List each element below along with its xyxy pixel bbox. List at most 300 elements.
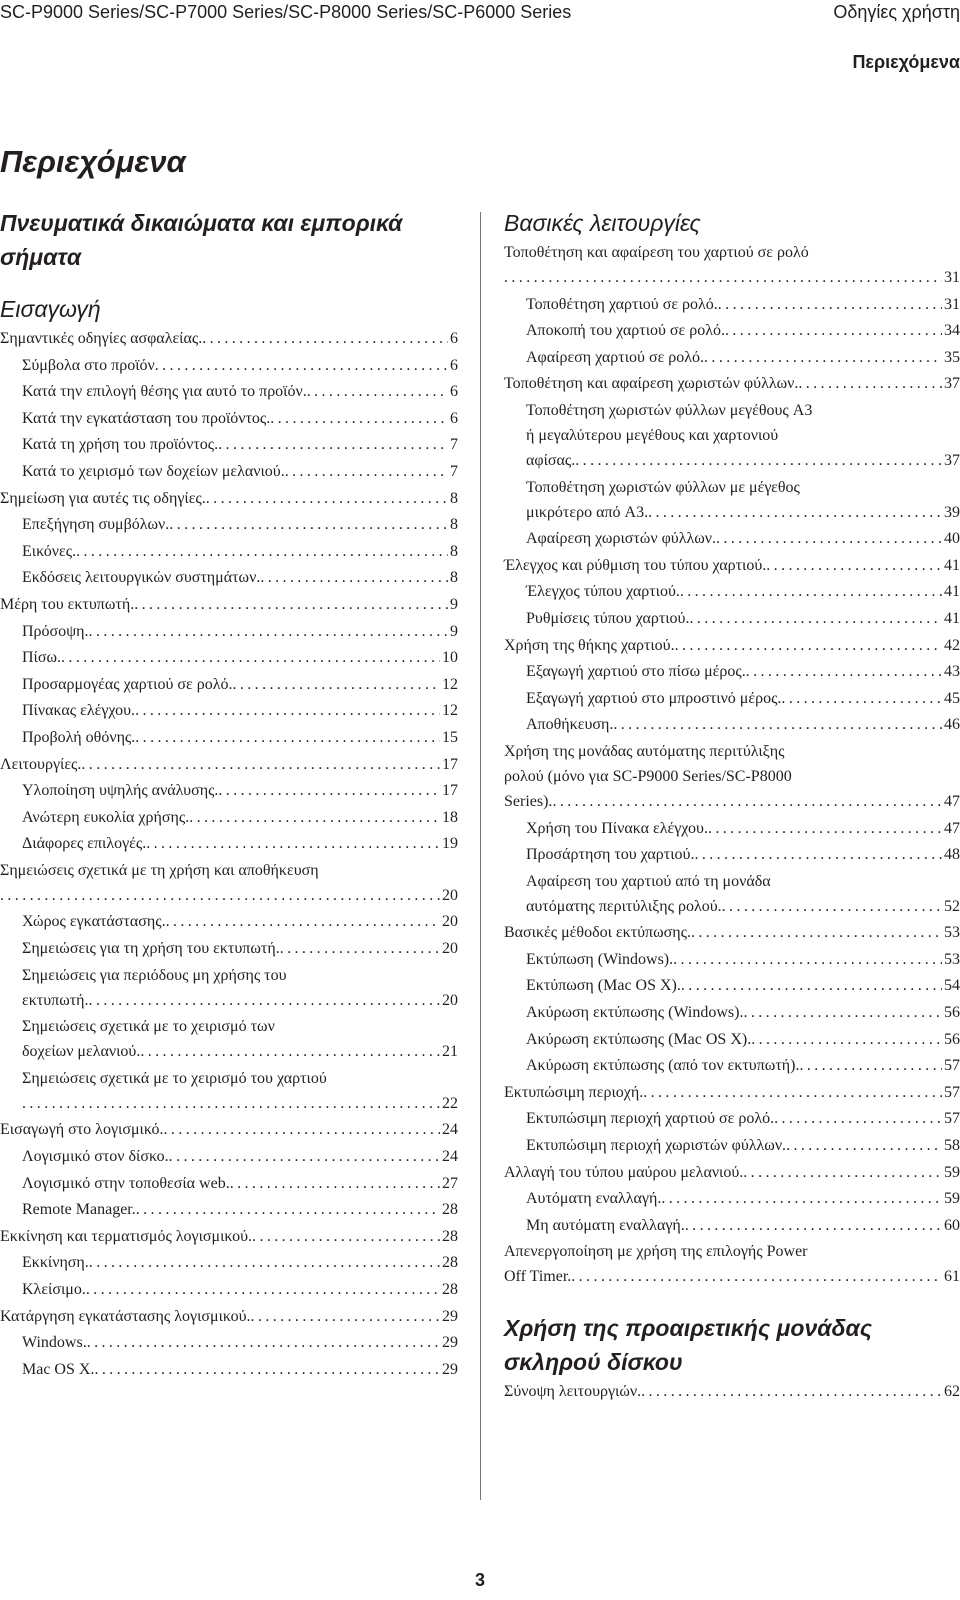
toc-entry-page: 35 (944, 348, 960, 366)
toc-leader-dots (169, 512, 448, 537)
toc-leader-dots (169, 1144, 440, 1169)
toc-entry-title: Έλεγχος και ρύθμιση του τύπου χαρτιού. (504, 556, 767, 574)
toc-leader-dots (164, 1117, 440, 1142)
toc-entry-title: Πρόσοψη. (22, 622, 89, 640)
toc-entry-title: Τοποθέτηση και αφαίρεση χωριστών φύλλων. (504, 375, 799, 393)
toc-leader-dots (552, 789, 942, 814)
toc-entry-page: 41 (944, 556, 960, 574)
toc-entry-title: Ανώτερη ευκολία χρήσης. (22, 808, 190, 826)
toc-entry-title: Εκδόσεις λειτουργικών συστημάτων. (22, 569, 261, 587)
toc-entry[interactable] (0, 1197, 458, 1224)
toc-hdd-entries (504, 1379, 960, 1406)
toc-entry-title: Μέρη του εκτυπωτή. (0, 595, 135, 613)
toc-entry-page: 57 (944, 1110, 960, 1128)
toc-section-copyright[interactable] (0, 206, 458, 274)
toc-leader-dots (218, 432, 448, 457)
toc-entry[interactable] (0, 432, 458, 459)
column-divider (480, 212, 481, 1500)
toc-entry-title: Πίνακας ελέγχου. (22, 702, 136, 720)
toc-leader-dots (716, 526, 942, 551)
toc-leader-dots (673, 947, 942, 972)
toc-entry-page: 58 (944, 1137, 960, 1155)
toc-leader-dots (252, 1224, 440, 1249)
toc-entry-title: Εκτύπωση (Windows). (526, 950, 674, 968)
toc-leader-dots (661, 1186, 942, 1211)
toc-entry-title: Λειτουργίες. (0, 755, 82, 773)
toc-leader-dots (134, 592, 448, 617)
toc-entry-page: 39 (944, 503, 960, 521)
toc-entry-title: Προσαρμογέας χαρτιού σε ρολό. (22, 675, 233, 693)
toc-entry-page: 9 (450, 622, 458, 640)
toc-entry-title: αφίσας. (526, 451, 576, 469)
toc-entry[interactable] (0, 619, 458, 646)
toc-entry-title: Τοποθέτηση χαρτιού σε ρολό. (526, 295, 718, 313)
toc-intro-entries (0, 326, 458, 1383)
toc-entry-title-line: Τοποθέτηση και αφαίρεση του χαρτιού σε ρολό (504, 244, 809, 261)
toc-entry-title: Προσάρτηση του χαρτιού. (526, 846, 695, 864)
toc-entry[interactable] (0, 406, 458, 433)
toc-entry-page: 53 (944, 924, 960, 942)
toc-section-hdd-line1: Χρήση της προαιρετικής μονάδας (504, 1315, 873, 1341)
toc-entry[interactable] (504, 318, 960, 345)
toc-entry-title: Αυτόματη εναλλαγή. (526, 1190, 662, 1208)
toc-leader-dots (575, 448, 942, 473)
toc-entry-page: 8 (450, 516, 458, 534)
toc-entry[interactable] (0, 1171, 458, 1198)
toc-entry[interactable] (504, 240, 960, 292)
toc-section-intro[interactable]: Εισαγωγή (0, 296, 101, 322)
toc-entry-page: 24 (442, 1148, 458, 1166)
toc-entry-page: 40 (944, 530, 960, 548)
toc-entry[interactable] (504, 973, 960, 1000)
toc-leader-dots (799, 1053, 942, 1078)
toc-leader-dots (166, 909, 440, 934)
toc-entry-title-line: ρολού (μόνο για SC-P9000 Series/SC-P8000 (504, 767, 792, 785)
toc-entry-page: 28 (442, 1254, 458, 1272)
toc-entry[interactable] (504, 553, 960, 580)
toc-entry-page: 6 (450, 409, 458, 427)
toc-leader-dots (613, 712, 942, 737)
toc-leader-dots (685, 1213, 942, 1238)
toc-entry-page: 28 (442, 1227, 458, 1245)
toc-entry[interactable] (0, 512, 458, 539)
toc-entry[interactable] (504, 1239, 960, 1291)
toc-leader-dots (743, 1160, 942, 1185)
toc-entry[interactable] (504, 633, 960, 660)
toc-leader-dots (218, 778, 440, 803)
toc-entry-title: Off Timer. (504, 1268, 572, 1286)
toc-entry-title: εκτυπωτή. (22, 991, 89, 1009)
toc-leader-dots (140, 1039, 440, 1064)
toc-entry-page: 6 (450, 356, 458, 374)
toc-leader-dots (751, 1027, 942, 1052)
toc-leader-dots (87, 1330, 440, 1355)
toc-entry-title: Εκτύπωση (Mac OS X). (526, 977, 681, 995)
toc-leader-dots (504, 265, 942, 290)
toc-leader-dots (704, 345, 942, 370)
toc-entry-title-line: Χρήση της μονάδας αυτόματης περιτύλιξης (504, 742, 785, 760)
toc-entry[interactable] (504, 816, 960, 843)
toc-leader-dots (689, 606, 942, 631)
toc-leader-dots (135, 698, 440, 723)
toc-entry-title: Κατά την εγκατάσταση του προϊόντος. (22, 409, 271, 427)
toc-entry[interactable] (0, 1330, 458, 1357)
toc-entry[interactable] (0, 592, 458, 619)
toc-entry-title: Αποκοπή του χαρτιού σε ρολό. (526, 322, 725, 340)
toc-entry-page: 59 (944, 1190, 960, 1208)
toc-entry-page: 42 (944, 636, 960, 654)
toc-leader-dots (89, 619, 448, 644)
toc-entry-page: 29 (442, 1307, 458, 1325)
toc-entry[interactable] (0, 1304, 458, 1331)
toc-entry-title: Προβολή οθόνης. (22, 728, 136, 746)
toc-right-column (504, 206, 960, 1406)
toc-entry-title: Κατά το χειρισμό των δοχείων μελανιού. (22, 462, 285, 480)
toc-entry-last-line (22, 988, 458, 1013)
toc-entry-title: Remote Manager. (22, 1201, 136, 1219)
toc-leader-dots (230, 1171, 440, 1196)
toc-entry-page: 53 (944, 950, 960, 968)
toc-entry[interactable] (0, 752, 458, 779)
toc-entry-title-line: Τοποθέτηση χωριστών φύλλων μεγέθους A3 (526, 401, 813, 419)
toc-left-column (0, 206, 458, 1383)
toc-leader-dots (270, 406, 448, 431)
toc-entry-page: 57 (944, 1083, 960, 1101)
toc-entry[interactable] (0, 539, 458, 566)
toc-entry-page: 62 (944, 1383, 960, 1400)
toc-entry-page: 15 (442, 728, 458, 746)
toc-entry-page: 20 (442, 913, 458, 931)
toc-leader-dots (94, 1357, 440, 1382)
toc-leader-dots (681, 973, 942, 998)
toc-entry-last-line (22, 1039, 458, 1064)
toc-entry-title-line: Απενεργοποίηση με χρήση της επιλογής Power (504, 1243, 808, 1261)
toc-entry-title-line: Σημειώσεις σχετικά με τη χρήση και αποθήκευση (0, 861, 319, 879)
toc-entry[interactable] (0, 1144, 458, 1171)
toc-section-basic[interactable]: Βασικές λειτουργίες (504, 210, 701, 236)
toc-entry-title: Εκκίνηση. (22, 1254, 89, 1272)
toc-entry-last-line (504, 1264, 960, 1289)
toc-entry-page: 6 (450, 330, 458, 347)
toc-entry-title-line: Αφαίρεση του χαρτιού από τη μονάδα (526, 872, 771, 890)
toc-entry-page: 21 (442, 1043, 458, 1061)
toc-entry-page: 8 (450, 569, 458, 587)
toc-leader-dots (571, 1264, 942, 1289)
toc-entry[interactable] (504, 1053, 960, 1080)
toc-entry-title: Αφαίρεση χαρτιού σε ρολό. (526, 348, 705, 366)
toc-entry-title: Εξαγωγή χαρτιού στο πίσω μέρος. (526, 663, 746, 681)
toc-leader-dots (691, 920, 942, 945)
toc-entry-page: 8 (450, 542, 458, 560)
toc-entry[interactable] (0, 645, 458, 672)
toc-leader-dots (746, 659, 942, 684)
toc-leader-dots (285, 459, 448, 484)
toc-entry-title: Λογισμικό στον δίσκο. (22, 1148, 169, 1166)
toc-entry-title: Αποθήκευση. (526, 716, 614, 734)
toc-entry[interactable] (0, 353, 458, 380)
toc-leader-dots (136, 1197, 440, 1222)
toc-leader-dots (251, 1304, 440, 1329)
toc-leader-dots (781, 686, 942, 711)
toc-entry-page: 12 (442, 675, 458, 693)
toc-entry-page: 7 (450, 462, 458, 480)
toc-entry-page: 60 (944, 1216, 960, 1234)
toc-entry[interactable] (0, 805, 458, 832)
toc-entry[interactable] (504, 712, 960, 739)
toc-leader-dots (89, 1250, 440, 1275)
toc-entry-page: 7 (450, 436, 458, 454)
toc-entry[interactable] (504, 1080, 960, 1107)
toc-entry-page: 47 (944, 819, 960, 837)
toc-leader-dots (155, 353, 448, 378)
toc-entry-title-line: Σημειώσεις σχετικά με το χειρισμό των (22, 1018, 275, 1036)
toc-entry-page: 43 (944, 663, 960, 681)
toc-entry-title: Εισαγωγή στο λογισμικό. (0, 1121, 164, 1139)
toc-entry[interactable] (504, 947, 960, 974)
toc-leader-dots (81, 752, 440, 777)
toc-entry-page: 20 (442, 991, 458, 1009)
toc-entry-title: Εκτυπώσιμη περιοχή. (504, 1083, 644, 1101)
toc-entry-title: Series). (504, 792, 553, 810)
toc-entry-page: 52 (944, 897, 960, 915)
toc-entry-title: Κατάργηση εγκατάστασης λογισμικού. (0, 1307, 251, 1325)
toc-entry-title: Σύνοψη λειτουργιών. (504, 1383, 642, 1400)
toc-section-copyright-line1: Πνευματικά δικαιώματα και εμπορικά (0, 210, 403, 236)
toc-entry-page: 34 (944, 322, 960, 340)
toc-entry-title: Σημείωση για αυτές τις οδηγίες. (0, 489, 206, 507)
toc-entry[interactable] (0, 778, 458, 805)
toc-leader-dots (89, 988, 440, 1013)
toc-entry[interactable] (504, 398, 960, 475)
header-section: Περιεχόμενα (852, 52, 960, 72)
toc-entry-last-line (504, 265, 960, 290)
toc-entry[interactable] (504, 686, 960, 713)
toc-entry[interactable] (0, 486, 458, 513)
toc-leader-dots (641, 1379, 942, 1404)
toc-entry-title: Ακύρωση εκτύπωσης (από τον εκτυπωτή). (526, 1057, 800, 1075)
toc-entry-page: 17 (442, 782, 458, 800)
toc-entry-page: 29 (442, 1334, 458, 1352)
toc-leader-dots (86, 1277, 440, 1302)
toc-leader-dots (708, 816, 942, 841)
toc-entry[interactable] (0, 831, 458, 858)
toc-entry-title: Χρήση του Πίνακα ελέγχου. (526, 819, 708, 837)
toc-entry[interactable] (504, 606, 960, 633)
toc-leader-dots (189, 805, 440, 830)
toc-leader-dots (743, 1000, 942, 1025)
toc-leader-dots (280, 936, 440, 961)
toc-entry-title: Χρήση της θήκης χαρτιού. (504, 636, 675, 654)
toc-entry[interactable] (504, 1027, 960, 1054)
toc-entry[interactable] (0, 672, 458, 699)
toc-entry-last-line (0, 883, 458, 908)
toc-entry[interactable] (0, 698, 458, 725)
toc-entry-title: Εικόνες. (22, 542, 77, 560)
toc-entry-page: 17 (442, 755, 458, 773)
toc-entry-title: Εκκίνηση και τερματισμός λογισμικού. (0, 1227, 253, 1245)
toc-leader-dots (232, 672, 440, 697)
toc-entry[interactable] (504, 526, 960, 553)
toc-leader-dots (22, 1091, 440, 1116)
toc-leader-dots (786, 1133, 942, 1158)
header-series: SC-P9000 Series/SC-P7000 Series/SC-P8000 Series/SC-P6000 Series (0, 2, 572, 22)
toc-entry-page: 37 (944, 451, 960, 469)
toc-entry[interactable] (504, 1186, 960, 1213)
toc-entry-page: 20 (442, 940, 458, 958)
toc-entry[interactable] (504, 842, 960, 869)
toc-entry-title: Εξαγωγή χαρτιού στο μπροστινό μέρος. (526, 689, 782, 707)
toc-entry-title: Σημειώσεις για τη χρήση του εκτυπωτή. (22, 940, 280, 958)
toc-leader-dots (643, 1080, 942, 1105)
toc-entry-title-line: Τοποθέτηση χωριστών φύλλων με μέγεθος (526, 478, 800, 496)
toc-entry-title: Επεξήγηση συμβόλων. (22, 516, 170, 534)
toc-entry-title: Διάφορες επιλογές. (22, 835, 147, 853)
toc-section-hdd-line2: σκληρού δίσκου (504, 1349, 683, 1375)
toc-entry[interactable] (0, 1014, 458, 1066)
toc-entry-page: 37 (944, 375, 960, 393)
toc-leader-dots (0, 883, 440, 908)
toc-entry[interactable] (0, 1277, 458, 1304)
toc-entry-title: Ακύρωση εκτύπωσης (Mac OS X). (526, 1030, 752, 1048)
toc-entry-last-line (526, 894, 960, 919)
toc-entry-page: 6 (450, 383, 458, 401)
toc-entry[interactable] (504, 1379, 960, 1406)
toc-entry[interactable] (0, 1117, 458, 1144)
toc-entry[interactable] (0, 565, 458, 592)
toc-entry[interactable] (0, 379, 458, 406)
toc-entry-page: 46 (944, 716, 960, 734)
toc-entry[interactable] (0, 936, 458, 963)
toc-entry-page: 54 (944, 977, 960, 995)
toc-entry-title: Κλείσιμο. (22, 1281, 86, 1298)
toc-entry[interactable] (0, 909, 458, 936)
toc-entry-page: 45 (944, 689, 960, 707)
toc-entry-title: Κατά τη χρήση του προϊόντος. (22, 436, 219, 454)
toc-leader-dots (774, 1106, 942, 1131)
header-guide: Οδηγίες χρήστη (833, 2, 960, 22)
toc-entry-page: 41 (944, 609, 960, 627)
toc-entry-title: Εκτυπώσιμη περιοχή χωριστών φύλλων. (526, 1137, 787, 1155)
toc-leader-dots (675, 633, 942, 658)
toc-entry-page: 24 (442, 1121, 458, 1139)
toc-entry[interactable] (504, 739, 960, 816)
toc-basic-entries (504, 240, 960, 1291)
toc-entry-page: 18 (442, 808, 458, 826)
toc-entry-page: 20 (442, 886, 458, 904)
toc-entry-page: 9 (450, 595, 458, 613)
toc-entry[interactable] (504, 659, 960, 686)
toc-entry-page: 12 (442, 702, 458, 720)
toc-entry-title: Ρυθμίσεις τύπου χαρτιού. (526, 609, 690, 627)
toc-entry[interactable] (504, 1000, 960, 1027)
toc-entry[interactable] (0, 459, 458, 486)
toc-section-copyright-line2: σήματα (0, 244, 82, 270)
toc-entry-title-line: Σημειώσεις για περιόδους μη χρήσης του (22, 966, 287, 984)
toc-entry[interactable] (504, 1106, 960, 1133)
toc-entry[interactable] (0, 1066, 458, 1118)
toc-entry-title: Mac OS X. (22, 1360, 95, 1378)
toc-leader-dots (146, 831, 440, 856)
toc-leader-dots (722, 894, 942, 919)
toc-entry-page: 31 (944, 295, 960, 313)
toc-entry-last-line (526, 448, 960, 473)
toc-entry-title: Υλοποίηση υψηλής ανάλυσης. (22, 782, 219, 800)
toc-entry[interactable] (504, 345, 960, 372)
toc-entry[interactable] (0, 1224, 458, 1251)
toc-entry[interactable] (504, 475, 960, 527)
toc-entry-page: 27 (442, 1174, 458, 1192)
toc-leader-dots (648, 500, 942, 525)
toc-leader-dots (307, 379, 448, 404)
toc-entry-last-line (526, 500, 960, 525)
toc-leader-dots (260, 565, 448, 590)
toc-entry-title: Σημαντικές οδηγίες ασφαλείας. (0, 330, 203, 347)
toc-entry-page: 47 (944, 792, 960, 810)
toc-entry[interactable] (0, 725, 458, 752)
toc-entry-title: Μη αυτόματη εναλλαγή. (526, 1216, 685, 1234)
toc-entry-title: μικρότερο από A3. (526, 503, 649, 521)
toc-entry[interactable] (504, 920, 960, 947)
toc-entry-title: Έλεγχος τύπου χαρτιού. (526, 583, 680, 601)
toc-entry[interactable] (504, 371, 960, 398)
toc-entry[interactable] (504, 579, 960, 606)
toc-entry-page: 41 (944, 583, 960, 601)
toc-entry[interactable] (504, 292, 960, 319)
toc-entry-page: 31 (944, 269, 960, 286)
toc-leader-dots (718, 292, 942, 317)
toc-entry-title-line: Σημειώσεις σχετικά με το χειρισμό του χαρτιού (22, 1069, 327, 1087)
toc-entry-page: 29 (442, 1360, 458, 1378)
toc-entry-title: Ακύρωση εκτύπωσης (Windows). (526, 1004, 744, 1022)
toc-entry[interactable] (504, 1160, 960, 1187)
toc-entry-last-line (22, 1091, 458, 1116)
toc-entry[interactable] (0, 1357, 458, 1384)
toc-entry[interactable] (0, 858, 458, 910)
toc-entry[interactable] (0, 326, 458, 353)
toc-entry[interactable] (504, 1213, 960, 1240)
toc-entry[interactable] (504, 1133, 960, 1160)
page-number: 3 (474, 1570, 485, 1590)
toc-leader-dots (694, 842, 942, 867)
toc-entry-title: Σύμβολα στο προϊόν (22, 356, 155, 374)
toc-entry-page: 28 (442, 1201, 458, 1219)
toc-entry-page: 19 (442, 835, 458, 853)
toc-entry-last-line (504, 789, 960, 814)
toc-entry-title: Κατά την επιλογή θέσης για αυτό το προϊόν. (22, 383, 307, 401)
toc-entry-page: 48 (944, 846, 960, 864)
toc-entry-title: Αλλαγή του τύπου μαύρου μελανιού. (504, 1163, 744, 1181)
toc-leader-dots (680, 579, 942, 604)
toc-entry-page: 61 (944, 1268, 960, 1286)
toc-entry-page: 57 (944, 1057, 960, 1075)
toc-entry-title: Πίσω. (22, 649, 62, 667)
toc-entry-title-line: ή μεγαλύτερου μεγέθους και χαρτονιού (526, 426, 779, 444)
toc-entry-page: 56 (944, 1004, 960, 1022)
toc-entry-title: Εκτυπώσιμη περιοχή χαρτιού σε ρολό. (526, 1110, 775, 1128)
toc-section-hdd[interactable] (504, 1311, 960, 1379)
toc-entry-page: 10 (442, 649, 458, 667)
toc-entry[interactable] (0, 963, 458, 1015)
toc-entry-page: 28 (442, 1281, 458, 1298)
toc-leader-dots (725, 318, 942, 343)
toc-entry-title: Βασικές μέθοδοι εκτύπωσης. (504, 924, 691, 942)
toc-leader-dots (76, 539, 448, 564)
toc-leader-dots (206, 486, 448, 511)
toc-entry-page: 22 (442, 1094, 458, 1112)
toc-entry[interactable] (504, 869, 960, 921)
toc-entry-title: Αφαίρεση χωριστών φύλλων. (526, 530, 716, 548)
toc-entry[interactable] (0, 1250, 458, 1277)
